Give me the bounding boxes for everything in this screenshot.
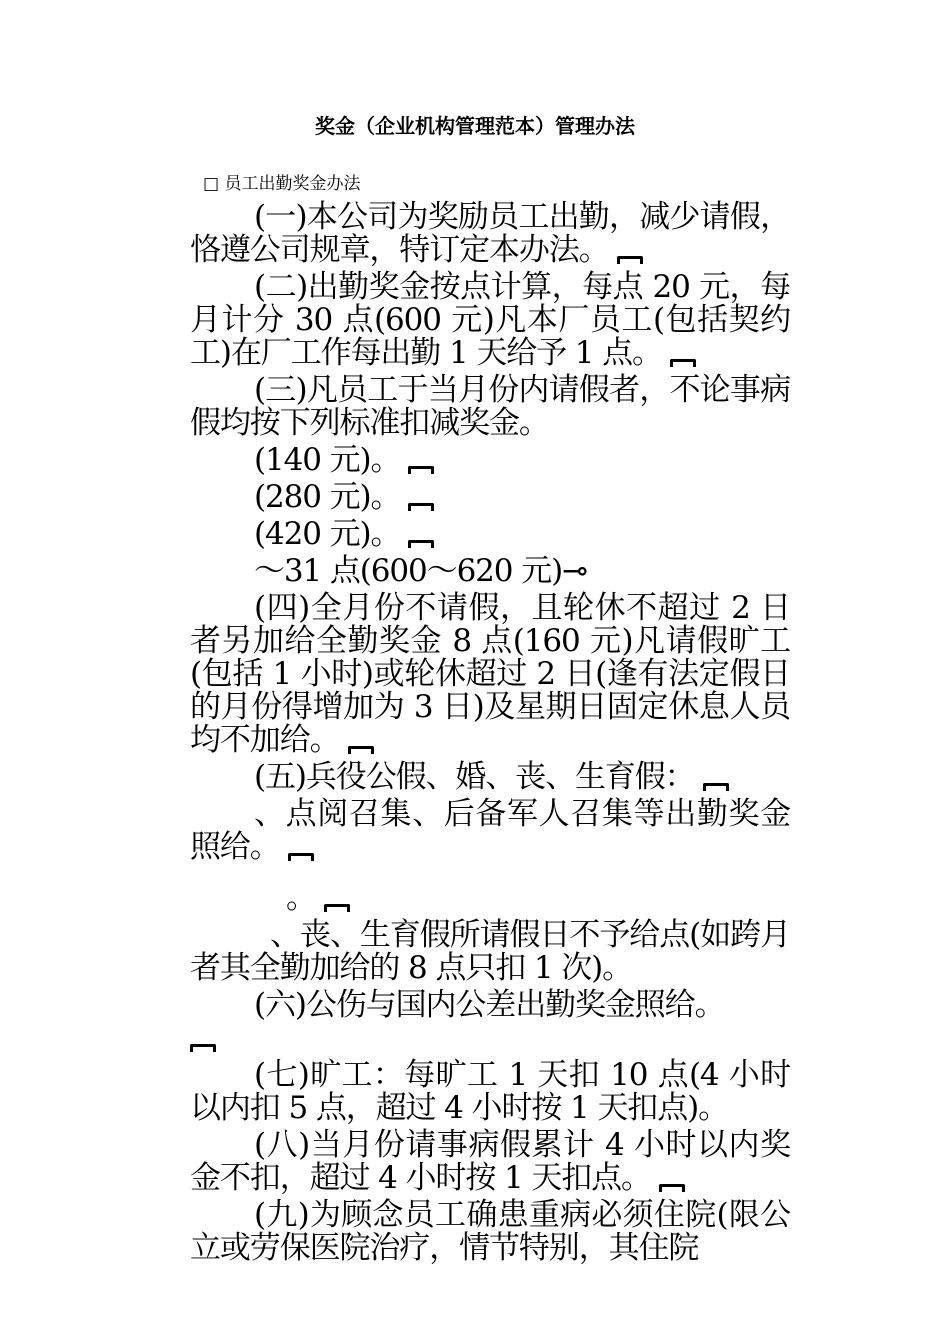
paragraph: [190, 1199, 790, 1265]
paragraph-text: 、丧、生育假所请假日不予给点(如跨月者其全勤加给的 8 点只扣 1 次)。: [190, 917, 790, 986]
paragraph: [190, 518, 790, 551]
paragraph-mark-icon: [670, 359, 696, 367]
page-title: 奖金（企业机构管理范本）管理办法: [315, 114, 635, 138]
paragraph-text: (一)本公司为奖励员工出勤，减少请假，恪遵公司规章，特订定本办法。: [190, 199, 790, 268]
paragraph: [190, 481, 790, 514]
paragraph-mark-icon: [288, 853, 314, 861]
paragraph-mark-icon: [408, 466, 434, 474]
paragraph: [190, 374, 790, 440]
paragraph: [190, 1059, 790, 1125]
paragraph: [190, 1129, 790, 1195]
document-body: [190, 201, 790, 1269]
paragraph-text: ～31 点(600～620 元)⊸: [254, 553, 587, 589]
paragraph-mark-icon: [703, 783, 729, 791]
paragraph: [190, 798, 790, 864]
paragraph-text: (八)当月份请事病假累计 4 小时以内奖金不扣，超过 4 小时按 1 天扣点。: [190, 1127, 790, 1196]
paragraph: [190, 919, 790, 985]
paragraph-text: (七)旷工：每旷工 1 天扣 10 点(4 小时以内扣 5 点，超过 4 小时按 1 天扣点)。: [190, 1057, 790, 1126]
paragraph-text: (五)兵役公假、婚、丧、生育假：: [254, 759, 695, 795]
paragraph-text: (四)全月份不请假，且轮休不超过 2 日者另加给全勤奖金 8 点(160 元)凡请假旷工(包括 1 小时)或轮休超过 2 日(逢有法定假日的月份得增加为 3 日)及星期日固定休息人员均不加给。: [190, 590, 790, 758]
paragraph-text: (六)公伤与国内公差出勤奖金照给。: [254, 987, 725, 1023]
paragraph: [190, 201, 790, 267]
paragraph-text: (420 元)。: [254, 516, 401, 552]
paragraph-mark-icon: [324, 904, 350, 912]
paragraph-mark-icon: [348, 746, 374, 754]
paragraph: [190, 271, 790, 370]
paragraph-text: (九)为顾念员工确患重病必须住院(限公立或劳保医院治疗，情节特别，其住院: [190, 1197, 790, 1266]
paragraph: [190, 989, 790, 1055]
paragraph: [190, 444, 790, 477]
paragraph-text: 。: [286, 880, 316, 916]
paragraph-text: (三)凡员工于当月份内请假者，不论事病假均按下列标准扣减奖金。: [190, 372, 790, 441]
section-heading: □ 员工出勤奖金办法: [203, 174, 361, 194]
paragraph: [190, 882, 790, 915]
paragraph-mark-icon: [190, 1044, 216, 1052]
paragraph-mark-icon: [617, 256, 643, 264]
paragraph-text: (140 元)。: [254, 442, 401, 478]
paragraph-mark-icon: [659, 1184, 685, 1192]
paragraph: [190, 761, 790, 794]
paragraph-text: (二)出勤奖金按点计算，每点 20 元，每月计分 30 点(600 元)凡本厂员工(包括契约工)在厂工作每出勤 1 天给予 1 点。: [190, 269, 790, 371]
paragraph-text: (280 元)。: [254, 479, 401, 515]
paragraph-text: 、点阅召集、后备军人召集等出勤奖金照给。: [190, 796, 790, 865]
paragraph-mark-icon: [408, 503, 434, 511]
paragraph-mark-icon: [408, 540, 434, 548]
paragraph: [190, 555, 790, 588]
paragraph: [190, 592, 790, 757]
